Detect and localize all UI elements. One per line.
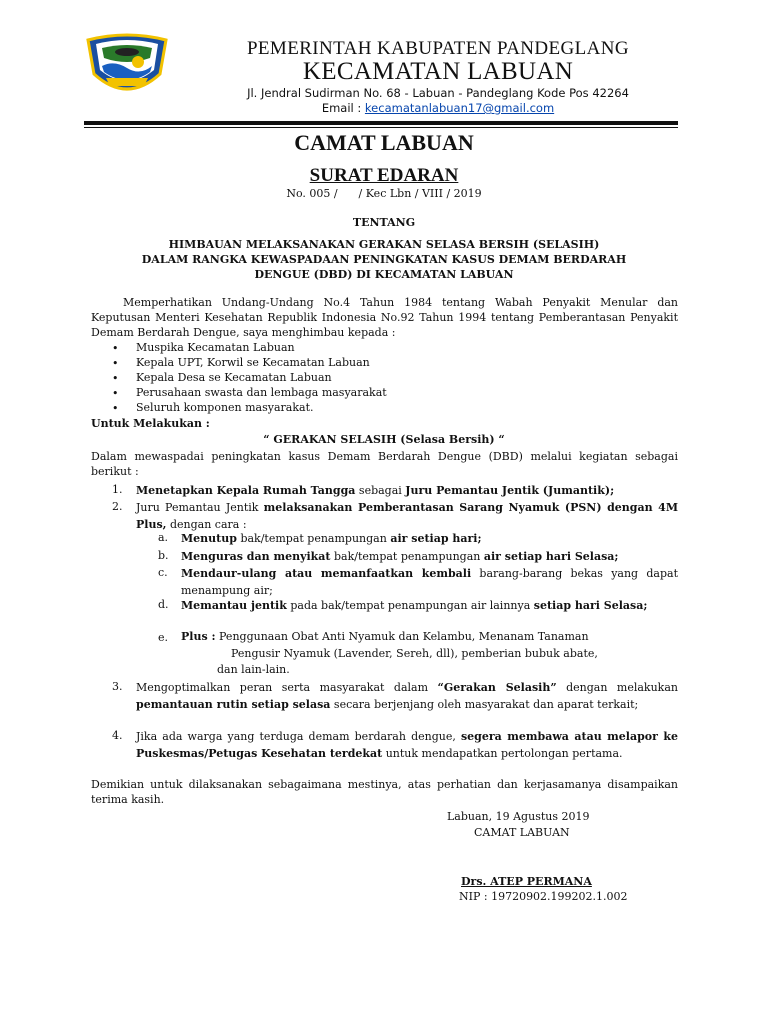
subitem-letter: e. xyxy=(158,631,169,644)
subitem-a: Menutup bak/tempat penampungan air setiap hari; xyxy=(181,532,482,545)
subitem-letter: b. xyxy=(158,549,169,562)
document-title: CAMAT LABUAN xyxy=(294,130,474,155)
email-link[interactable]: kecamatanlabuan17@gmail.com xyxy=(364,101,555,115)
closing-paragraph: Demikian untuk dilaksanakan sebagaimana mestinya, atas perhatian dan kerjasamanya disampaikan terima kasih. xyxy=(91,778,678,806)
item-number: 2. xyxy=(112,500,123,513)
signature-position: CAMAT LABUAN xyxy=(474,826,570,839)
gerakan-title: “ GERAKAN SELASIH (Selasa Bersih) “ xyxy=(263,433,505,446)
tentang-heading: TENTANG xyxy=(352,216,416,229)
recipient-item: Kepala Desa se Kecamatan Labuan xyxy=(136,371,332,384)
recipient-bullet: • xyxy=(112,342,119,355)
item-number: 3. xyxy=(112,680,123,693)
gerakan-description: Dalam mewaspadai peningkatan kasus Demam Berdarah Dengue (DBD) melalui kegiatan sebagai berikut : xyxy=(91,450,678,478)
item-number: 4. xyxy=(112,729,123,742)
subitem-e-line-2: Pengusir Nyamuk (Lavender, Sereh, dll), pemberian bubuk abate, xyxy=(231,647,598,660)
intro-paragraph: Memperhatikan Undang-Undang No.4 Tahun 1984 tentang Wabah Penyakit Menular dan Keputusan Menteri Kesehatan Republik Indonesia No.92 Tahun 1994 tentang Pemberantasan Penyakit Demam Berdarah Dengue, saya menghimbau kepada : xyxy=(91,296,678,339)
recipient-bullet: • xyxy=(112,357,119,370)
header-rule-thin xyxy=(84,127,678,128)
letterhead-address: Jl. Jendral Sudirman No. 68 - Labuan - Pandeglang Kode Pos 42264 xyxy=(247,86,629,100)
untuk-melakukan-label: Untuk Melakukan : xyxy=(91,417,210,430)
document-type: SURAT EDARAN xyxy=(309,165,459,186)
subitem-c: Mendaur-ulang atau memanfaatkan kembali barang-barang bekas yang dapat menampung air; xyxy=(181,567,678,597)
subitem-e: Plus : Penggunaan Obat Anti Nyamuk dan Kelambu, Menanam Tanaman xyxy=(181,630,589,643)
signatory-nip: NIP : 19720902.199202.1.002 xyxy=(459,890,628,903)
action-item-1: Menetapkan Kepala Rumah Tangga sebagai Juru Pemantau Jentik (Jumantik); xyxy=(136,484,615,497)
subitem-b: Menguras dan menyikat bak/tempat penampungan air setiap hari Selasa; xyxy=(181,550,619,563)
signature-place-date: Labuan, 19 Agustus 2019 xyxy=(447,810,590,823)
document-number: No. 005 / / Kec Lbn / VIII / 2019 xyxy=(286,187,482,200)
letterhead-district: KECAMATAN LABUAN xyxy=(302,58,574,85)
recipient-item: Seluruh komponen masyarakat. xyxy=(136,401,314,414)
recipient-bullet: • xyxy=(112,372,119,385)
action-item-2: Juru Pemantau Jentik melaksanakan Pemberantasan Sarang Nyamuk (PSN) dengan 4M Plus, dengan cara : xyxy=(136,501,678,531)
recipient-item: Kepala UPT, Korwil se Kecamatan Labuan xyxy=(136,356,370,369)
subject-line-3: DENGUE (DBD) DI KECAMATAN LABUAN xyxy=(254,268,514,281)
subitem-letter: a. xyxy=(158,531,169,544)
signatory-name: Drs. ATEP PERMANA xyxy=(461,875,592,888)
email-label: Email : xyxy=(321,101,365,115)
subitem-d: Memantau jentik pada bak/tempat penampungan air lainnya setiap hari Selasa; xyxy=(181,599,648,612)
letterhead-email-line xyxy=(168,101,708,115)
item-number: 1. xyxy=(112,483,123,496)
subitem-letter: d. xyxy=(158,598,169,611)
recipient-bullet: • xyxy=(112,402,119,415)
recipient-bullet: • xyxy=(112,387,119,400)
subject-line-1: HIMBAUAN MELAKSANAKAN GERAKAN SELASA BERSIH (SELASIH) xyxy=(168,238,600,251)
letterhead-government: PEMERINTAH KABUPATEN PANDEGLANG xyxy=(246,38,630,59)
action-item-4: Jika ada warga yang terduga demam berdarah dengue, segera membawa atau melapor ke Puskesmas/Petugas Kesehatan terdekat untuk mendapatkan pertolongan pertama. xyxy=(136,730,678,760)
regency-emblem xyxy=(84,32,170,98)
action-item-3: Mengoptimalkan peran serta masyarakat dalam “Gerakan Selasih” dengan melakukan pemantauan rutin setiap selasa secara berjenjang oleh masyarakat dan aparat terkait; xyxy=(136,681,678,711)
recipient-item: Muspika Kecamatan Labuan xyxy=(136,341,295,354)
header-rule-thick xyxy=(84,121,678,125)
subitem-e-line-3: dan lain-lain. xyxy=(217,663,290,676)
subitem-letter: c. xyxy=(158,566,168,579)
recipient-item: Perusahaan swasta dan lembaga masyarakat xyxy=(136,386,387,399)
subject-line-2: DALAM RANGKA KEWASPADAAN PENINGKATAN KASUS DEMAM BERDARAH xyxy=(141,253,627,266)
